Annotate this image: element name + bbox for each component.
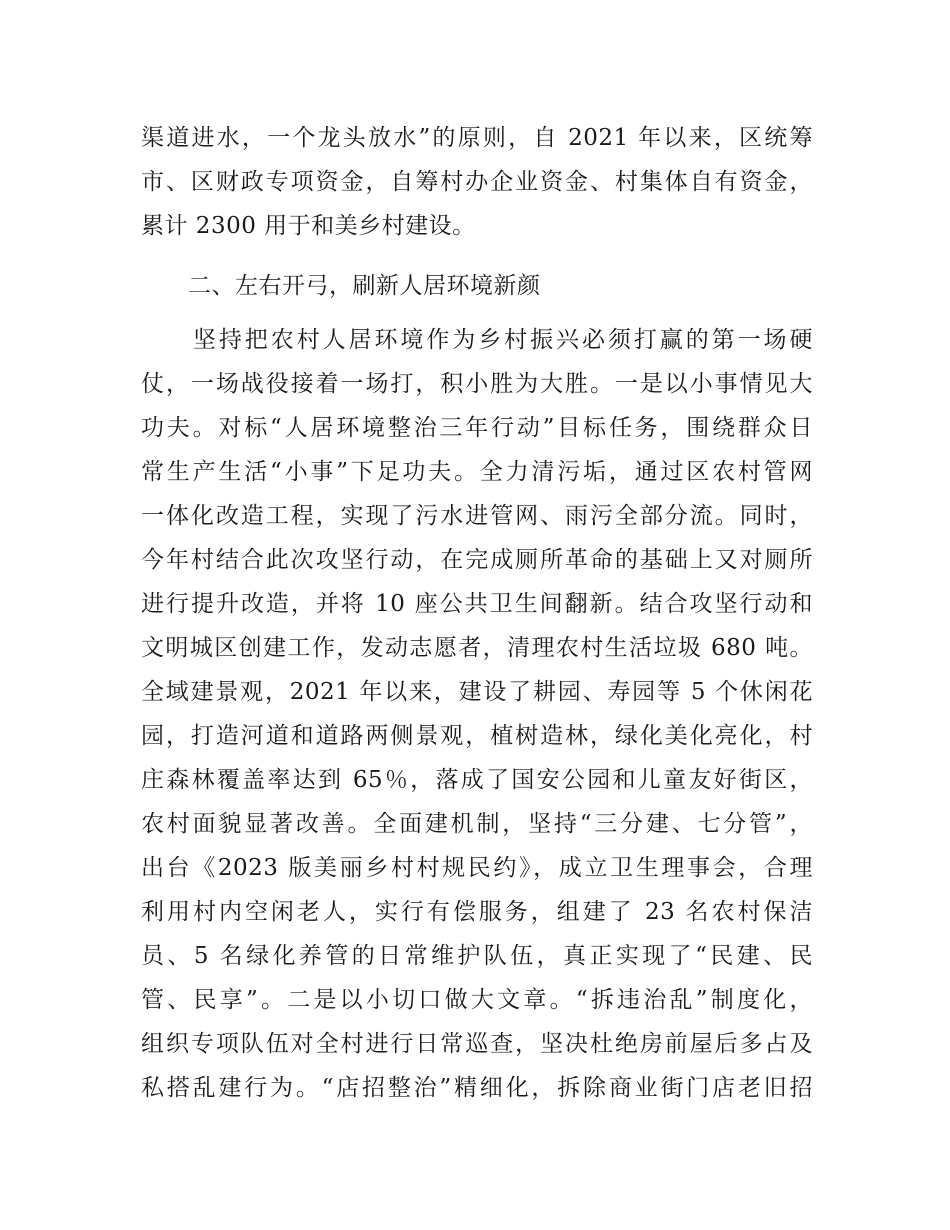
text-line: 私搭乱建行为。“店招整治”精细化，拆除商业街门店老旧招 <box>141 1075 813 1101</box>
text-line: 文明城区创建工作，发动志愿者，清理农村生活垃圾 680 吨。 <box>141 635 813 661</box>
text-line: 一体化改造工程，实现了污水进管网、雨污全部分流。同时， <box>141 503 813 529</box>
document-page <box>141 116 813 1110</box>
text-line: 常生产生活“小事”下足功夫。全力清污垢，通过区农村管网 <box>141 459 813 485</box>
text-line: 坚持把农村人居环境作为乡村振兴必须打赢的第一场硬 <box>141 327 813 353</box>
text-line: 园，打造河道和道路两侧景观，植树造林，绿化美化亮化，村 <box>141 723 813 749</box>
text-line: 市、区财政专项资金，自筹村办企业资金、村集体自有资金， <box>141 169 813 195</box>
paragraph-1 <box>141 116 813 248</box>
text-line: 仗，一场战役接着一场打，积小胜为大胜。一是以小事情见大 <box>141 371 813 397</box>
text-line: 组织专项队伍对全村进行日常巡查，坚决杜绝房前屋后多占及 <box>141 1031 813 1057</box>
text-line: 累计 2300 用于和美乡村建设。 <box>141 213 476 239</box>
section-heading: 二、左右开弓，刷新人居环境新颜 <box>141 273 541 299</box>
text-line: 利用村内空闲老人，实行有偿服务，组建了 23 名农村保洁 <box>141 899 813 925</box>
text-line: 渠道进水，一个龙头放水”的原则，自 2021 年以来，区统筹 <box>141 125 813 151</box>
paragraph-gap <box>141 248 813 258</box>
text-line: 农村面貌显著改善。全面建机制，坚持“三分建、七分管”， <box>141 811 813 837</box>
text-line: 出台《2023 版美丽乡村村规民约》，成立卫生理事会，合理 <box>141 855 813 881</box>
text-line: 今年村结合此次攻坚行动，在完成厕所革命的基础上又对厕所 <box>141 547 813 573</box>
text-line: 进行提升改造，并将 10 座公共卫生间翻新。结合攻坚行动和 <box>141 591 813 617</box>
text-line: 员、5 名绿化养管的日常维护队伍，真正实现了“民建、民 <box>141 943 813 969</box>
text-line: 管、民享”。二是以小切口做大文章。“拆违治乱”制度化， <box>141 987 813 1013</box>
text-line: 庄森林覆盖率达到 65％，落成了国安公园和儿童友好街区， <box>141 767 813 793</box>
text-line: 功夫。对标“人居环境整治三年行动”目标任务，围绕群众日 <box>141 415 813 441</box>
paragraph-2 <box>141 318 813 1110</box>
paragraph-gap <box>141 308 813 318</box>
text-line: 全域建景观，2021 年以来，建设了耕园、寿园等 5 个休闲花 <box>141 679 813 705</box>
